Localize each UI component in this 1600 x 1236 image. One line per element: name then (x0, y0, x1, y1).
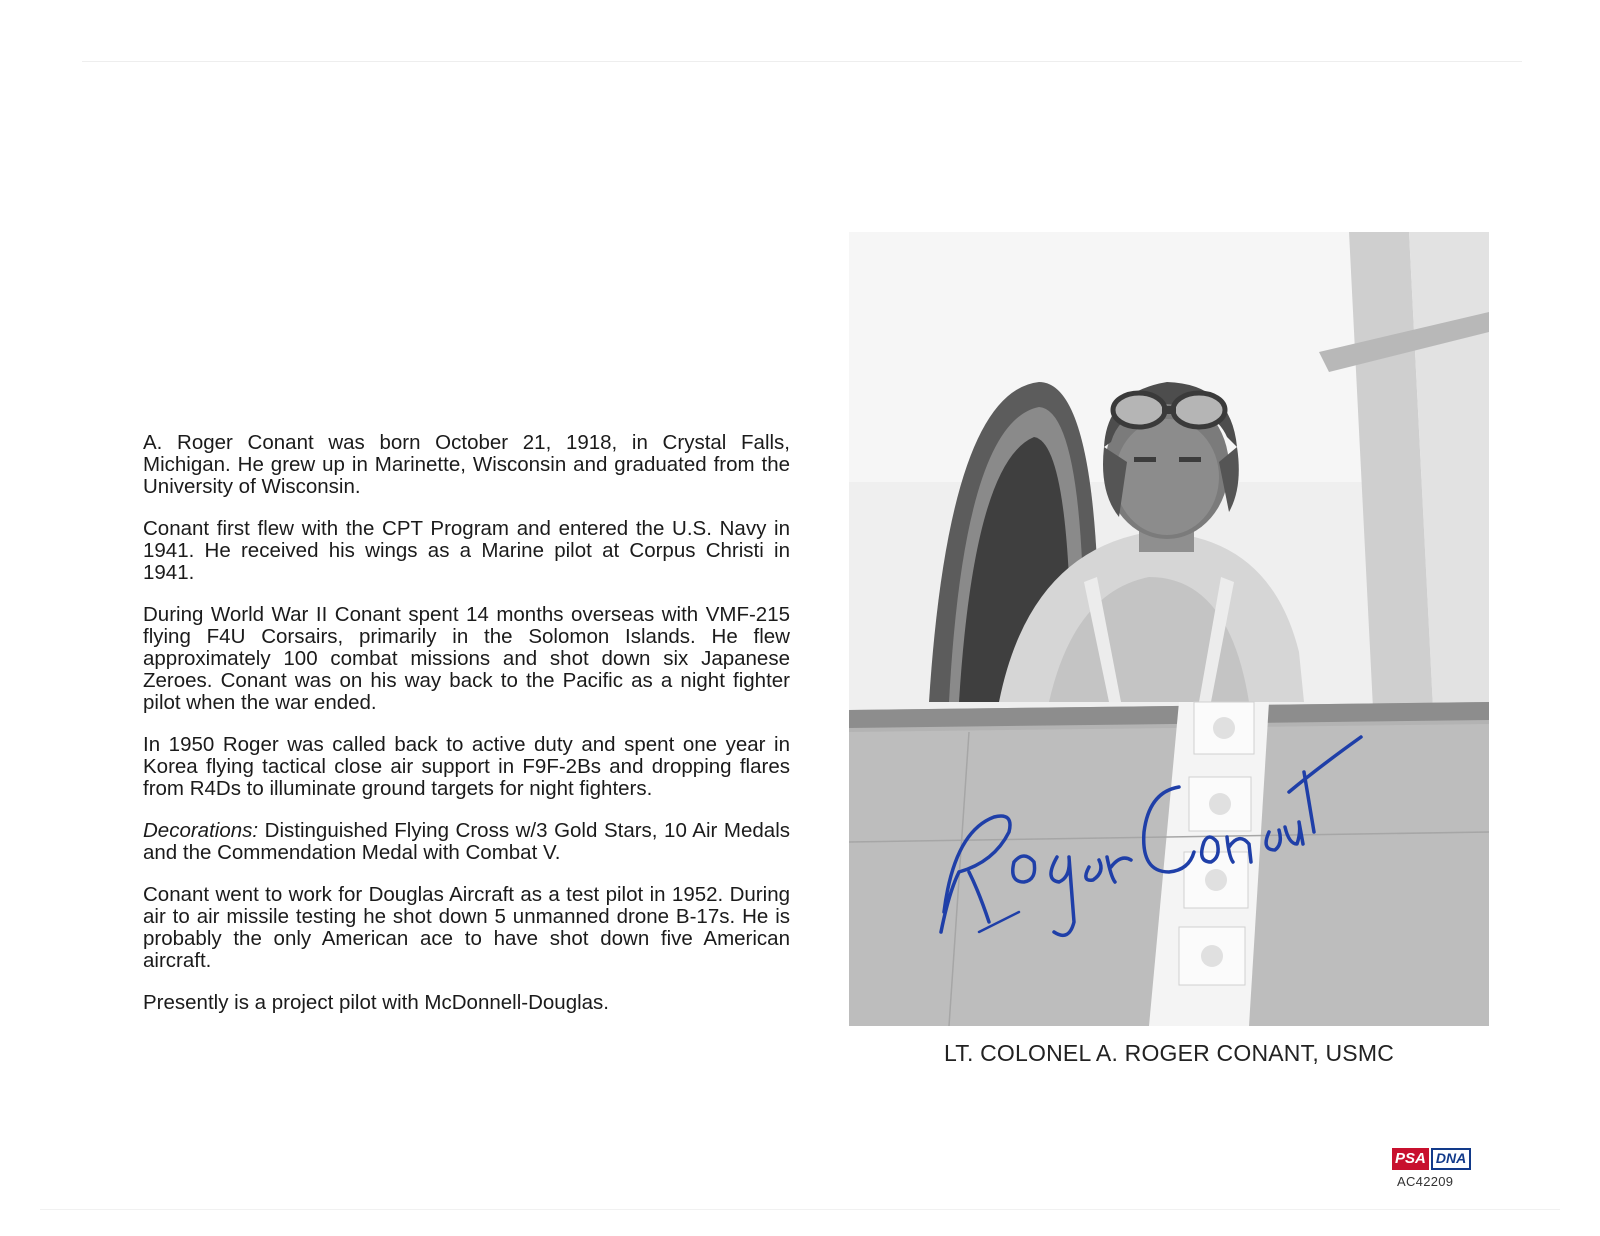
pilot-photograph-illustration (849, 232, 1489, 1026)
photo-caption: LT. COLONEL A. ROGER CONANT, USMC (943, 1040, 1395, 1066)
bottom-rule (40, 1209, 1560, 1210)
decorations-text: Distinguished Flying Cross w/3 Gold Stars, 10 Air Medals and the Commendation Medal with Combat V. (143, 819, 790, 864)
dna-logo-mark: DNA (1431, 1148, 1471, 1170)
authentication-sticker (1392, 1148, 1502, 1189)
bio-paragraph-training: Conant first flew with the CPT Program and entered the U.S. Navy in 1941. He received his wings as a Marine pilot at Corpus Christi in 1941. (143, 517, 790, 584)
bio-paragraph-present: Presently is a project pilot with McDonnell-Douglas. (143, 991, 610, 1014)
bio-paragraph-test-pilot: Conant went to work for Douglas Aircraft as a test pilot in 1952. During air to air missile testing he shot down 5 unmanned drone B-17s. He is probably the only American ace to have shot down five American aircraft. (143, 883, 790, 972)
psa-dna-logo (1392, 1148, 1502, 1170)
bio-paragraph-decorations (143, 820, 790, 864)
top-rule (82, 61, 1522, 62)
pilot-photograph (849, 232, 1489, 1026)
authentication-code: AC42209 (1397, 1174, 1454, 1189)
psa-logo-mark: PSA (1392, 1148, 1429, 1170)
biography-text (143, 432, 790, 1034)
bio-paragraph-birth: A. Roger Conant was born October 21, 1918, in Crystal Falls, Michigan. He grew up in Marinette, Wisconsin and graduated from the University of Wisconsin. (143, 431, 790, 498)
bio-paragraph-wwii: During World War II Conant spent 14 months overseas with VMF-215 flying F4U Corsairs, primarily in the Solomon Islands. He flew approximately 100 combat missions and shot down six Japanese Zeroes. Conant was on his way back to the Pacific as a night fighter pilot when the war ended. (143, 603, 790, 714)
decorations-label: Decorations: (143, 819, 259, 842)
bio-paragraph-korea: In 1950 Roger was called back to active duty and spent one year in Korea flying tactical close air support in F9F-2Bs and dropping flares from R4Ds to illuminate ground targets for night fighters. (143, 733, 790, 800)
